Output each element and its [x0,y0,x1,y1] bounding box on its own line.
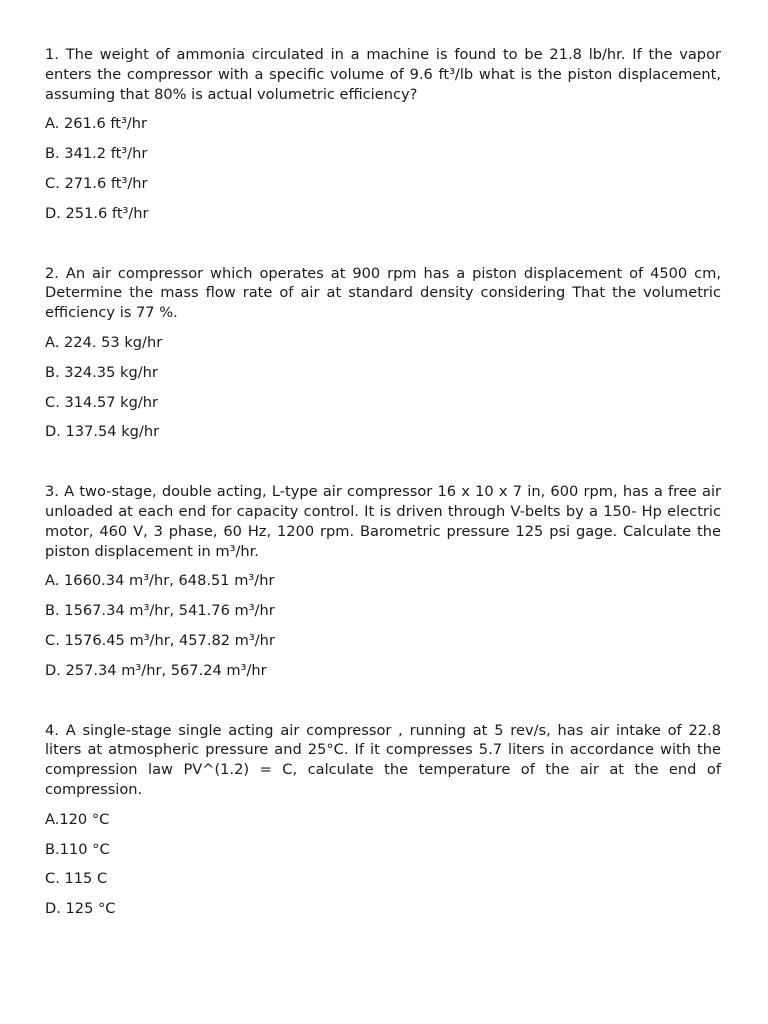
question-4 [45,721,721,919]
question-4-choice-c: C. 115 C [45,870,108,888]
question-4-stem: 4. A single-stage single acting air compressor , running at 5 rev/s, has air intake of 22.8 liters at atmospheric pressure and 25°C. If it compresses 5.7 liters in accordance with the compression law PV^(1.2) = C, calculate the temperature of the air at the end of compression. [45,721,721,798]
question-3 [45,482,721,680]
question-4-choice-a: A.120 °C [45,810,110,828]
question-1-choice-a: A. 261.6 ft³/hr [45,115,148,133]
question-3-choice-a: A. 1660.34 m³/hr, 648.51 m³/hr [45,572,275,590]
question-2-choice-d: D. 137.54 kg/hr [45,423,160,441]
question-3-stem: 3. A two-stage, double acting, L-type air compressor 16 x 10 x 7 in, 600 rpm, has a free air unloaded at each end for capacity control. It is driven through V-belts by a 150- Hp electric motor, 460 V, 3 phase, 60 Hz, 1200 rpm. Barometric pressure 125 psi gage. Calculate the piston displacement in m³/hr. [45,483,721,560]
question-2-choice-a: A. 224. 53 kg/hr [45,333,163,351]
question-1 [45,45,721,224]
question-2-choice-c: C. 314.57 kg/hr [45,393,159,411]
question-2 [45,264,721,443]
question-4-choice-d: D. 125 °C [45,900,116,918]
question-3-choice-b: B. 1567.34 m³/hr, 541.76 m³/hr [45,602,275,620]
question-4-choice-b: B.110 °C [45,840,110,858]
question-1-choice-c: C. 271.6 ft³/hr [45,174,148,192]
question-1-choice-d: D. 251.6 ft³/hr [45,204,149,222]
question-3-choice-d: D. 257.34 m³/hr, 567.24 m³/hr [45,661,267,679]
question-1-choice-b: B. 341.2 ft³/hr [45,145,148,163]
question-2-choice-b: B. 324.35 kg/hr [45,363,158,381]
question-3-choice-c: C. 1576.45 m³/hr, 457.82 m³/hr [45,631,275,649]
question-2-stem: 2. An air compressor which operates at 900 rpm has a piston displacement of 4500 cm, Determine the mass flow rate of air at standard density considering That the volumetric efficiency is 77 %. [45,264,721,322]
document-page [45,45,721,919]
question-1-stem: 1. The weight of ammonia circulated in a machine is found to be 21.8 lb/hr. If the vapor enters the compressor with a specific volume of 9.6 ft³/lb what is the piston displacement, assuming that 80% is actual volumetric efficiency? [45,46,721,103]
